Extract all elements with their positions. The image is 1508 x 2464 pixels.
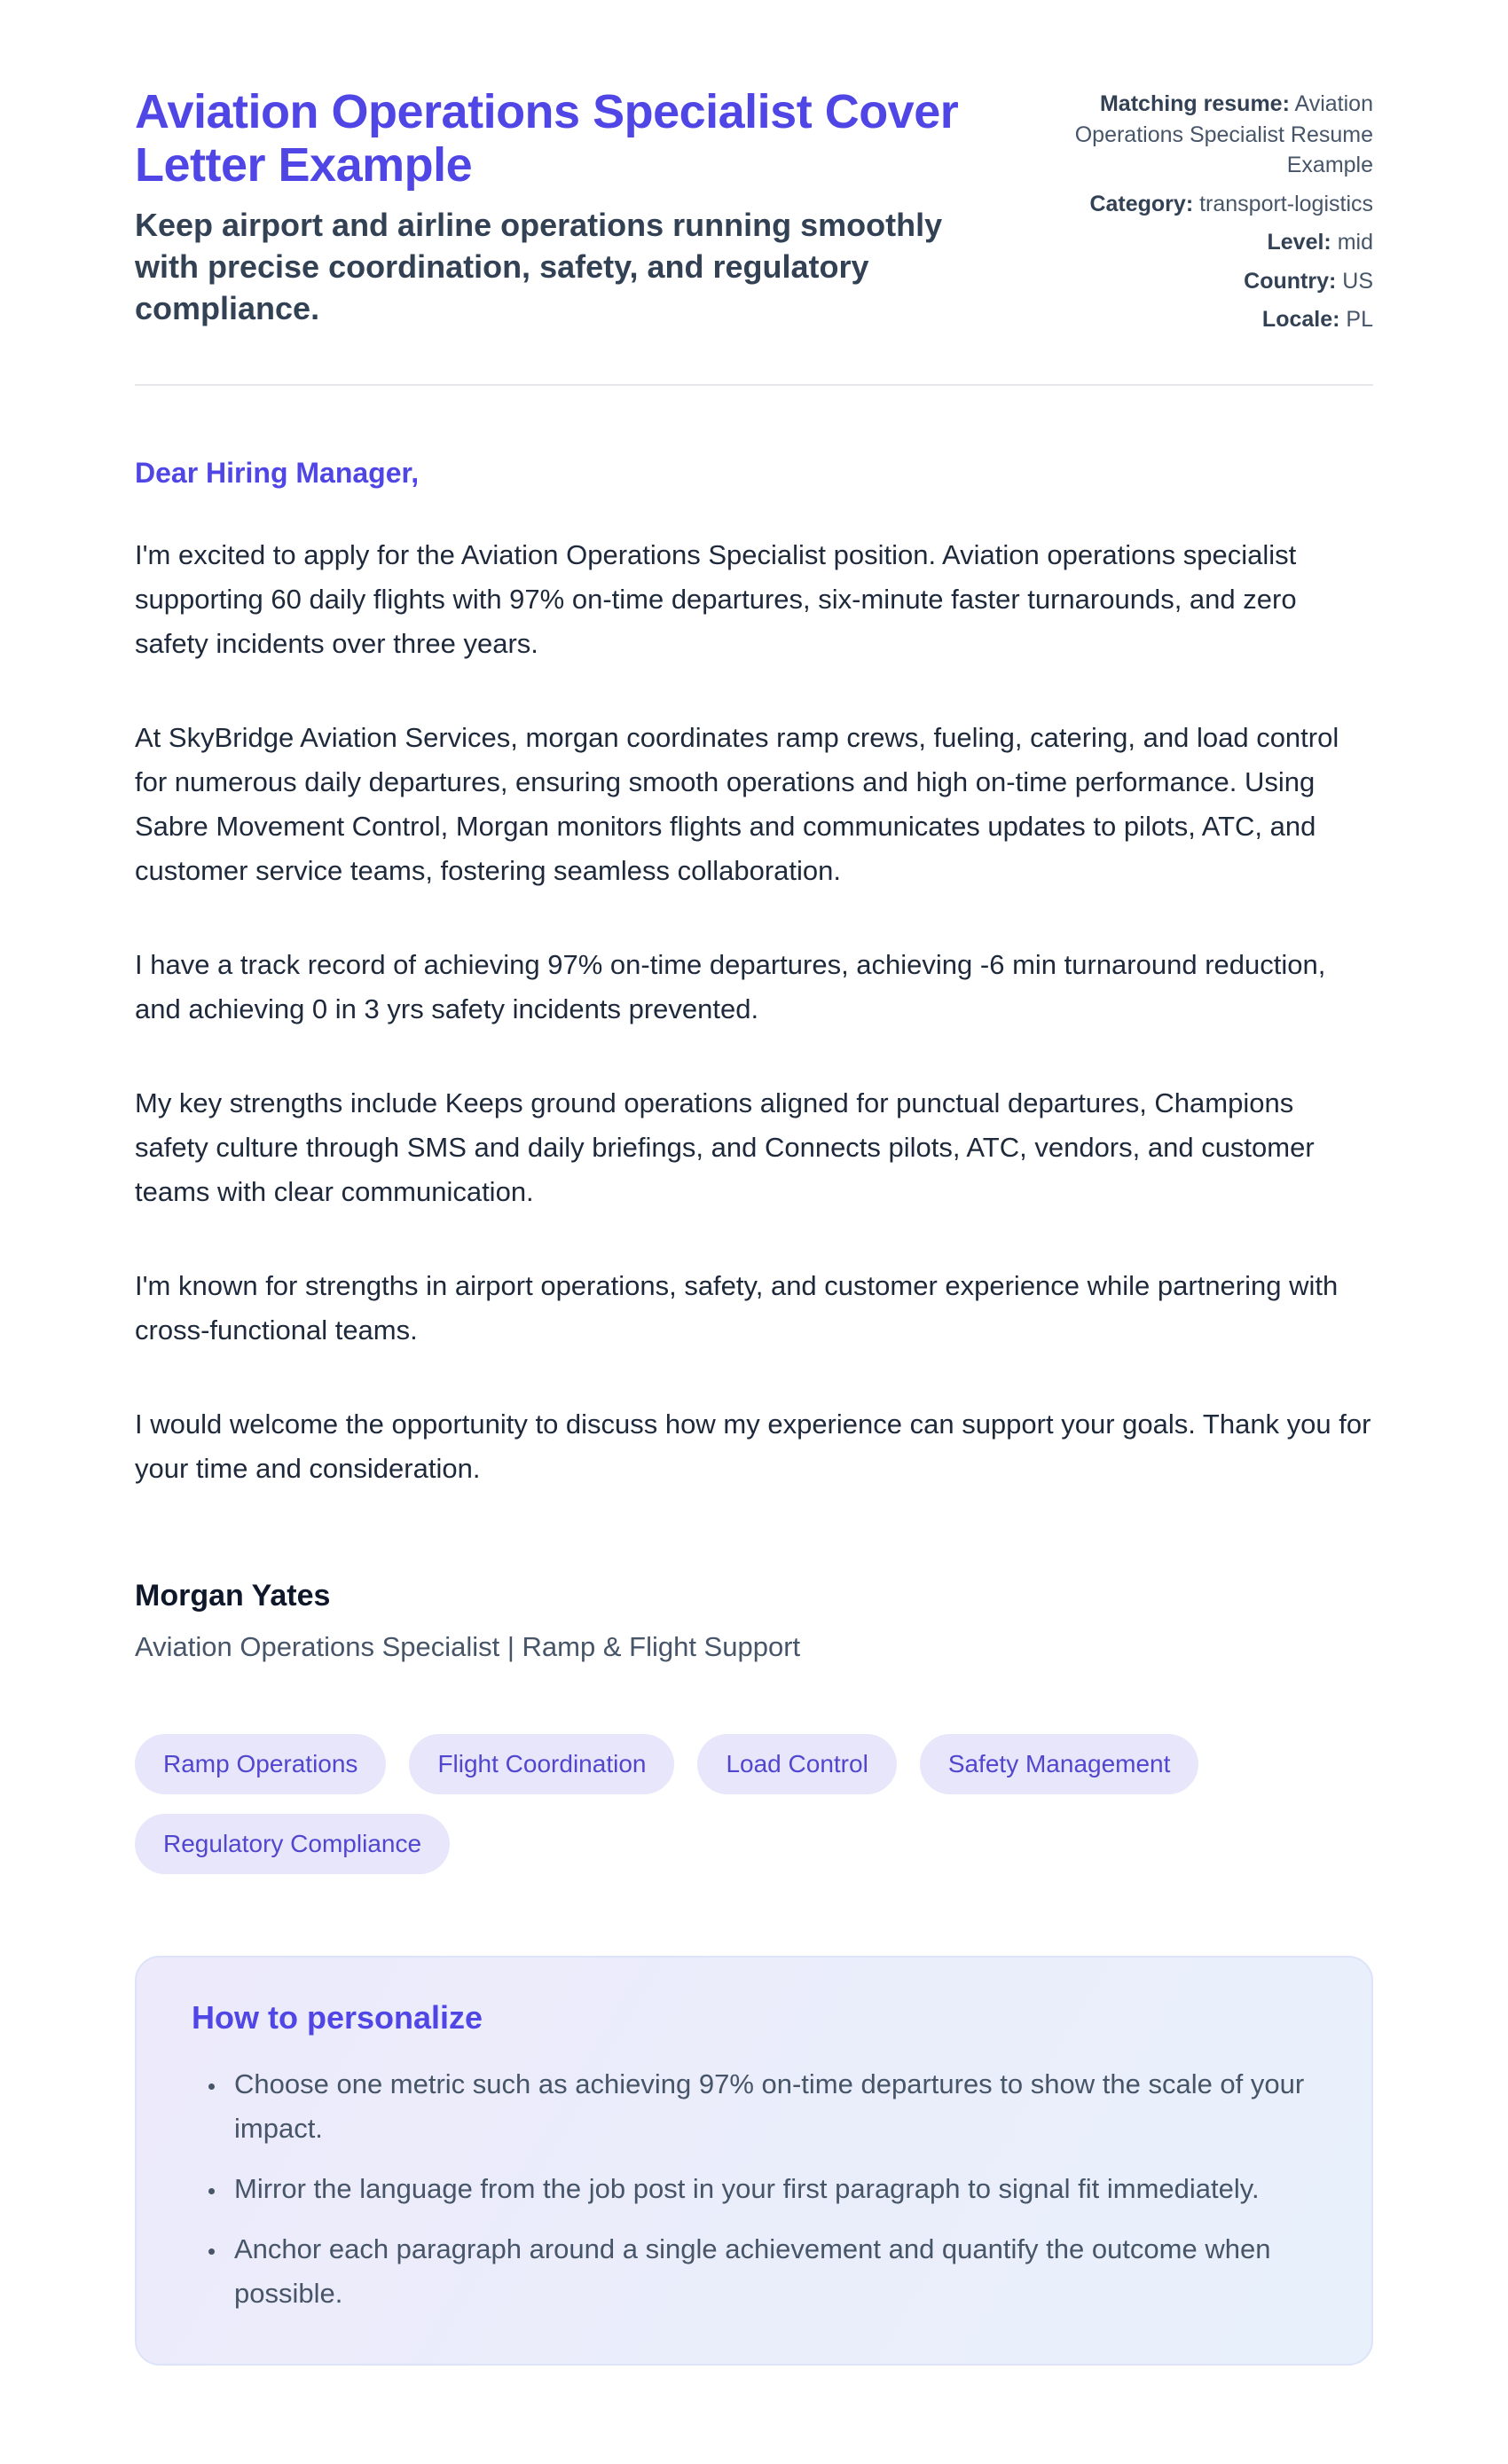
meta-value: transport-logistics [1199, 191, 1373, 216]
skill-tag: Ramp Operations [135, 1734, 386, 1794]
signature-name: Morgan Yates [135, 1578, 331, 1613]
meta-item [1022, 304, 1373, 335]
letter-paragraph: At SkyBridge Aviation Services, morgan coordinates ramp crews, fueling, catering, and load control for numerous daily departures, ensuring smooth operations and high on-time performance. Using Sabre Movement Control, Morgan monitors flights and communicates updates to pilots, ATC, and customer service teams, fostering seamless collaboration. [135, 721, 1339, 886]
personalize-tip: • Anchor each paragraph around a single achievement and quantify the outcome when possible. [227, 2227, 1316, 2316]
cover-letter-body [135, 453, 1373, 1874]
letter-paragraphs [135, 533, 1373, 1491]
meta-value: PL [1346, 307, 1373, 332]
meta-value: Aviation Operations Specialist Resume Example [1074, 91, 1373, 177]
header-divider [135, 384, 1373, 386]
header-title-block [135, 85, 986, 329]
meta-label: Matching resume: [1099, 91, 1290, 116]
meta-label: Country: [1244, 268, 1337, 294]
skill-tag-list [135, 1734, 1373, 1874]
signature-block [135, 1576, 1373, 1668]
personalize-title: How to personalize [192, 1998, 483, 2036]
skill-tag: Flight Coordination [409, 1734, 674, 1794]
resume-meta-list [1022, 85, 1373, 343]
meta-value: US [1342, 268, 1373, 294]
meta-item [1022, 227, 1373, 258]
page-subtitle: Keep airport and airline operations running smoothly with precise coordination, safety, and regulatory compliance. [135, 206, 943, 326]
letter-paragraph: I'm excited to apply for the Aviation Operations Specialist position. Aviation operations specialist supporting 60 daily flights with 97% on-time departures, six-minute faster turnarounds, and zero safety incidents over three years. [135, 538, 1297, 659]
page-title: Aviation Operations Specialist Cover Letter Example [135, 85, 959, 192]
page-header [135, 85, 1373, 343]
letter-paragraph: I would welcome the opportunity to discuss how my experience can support your goals. Thank you for your time and consideration. [135, 1408, 1371, 1484]
meta-value: mid [1337, 230, 1373, 255]
personalize-tip: • Choose one metric such as achieving 97% on-time departures to show the scale of your impact. [227, 2062, 1316, 2151]
meta-label: Level: [1267, 230, 1331, 255]
bottom-spacer [135, 2366, 1373, 2454]
skill-tag: Safety Management [920, 1734, 1199, 1794]
meta-label: Category: [1089, 191, 1194, 216]
meta-item [1022, 89, 1373, 181]
skill-tag: Load Control [697, 1734, 896, 1794]
signature-role: Aviation Operations Specialist | Ramp & Flight Support [135, 1630, 801, 1662]
meta-item [1022, 266, 1373, 297]
salutation: Dear Hiring Manager, [135, 456, 420, 489]
letter-paragraph: I'm known for strengths in airport operations, safety, and customer experience while partnering with cross-functional teams. [135, 1269, 1339, 1346]
personalize-tip: • Mirror the language from the job post in your first paragraph to signal fit immediately. [227, 2167, 1316, 2211]
meta-label: Locale: [1261, 307, 1340, 332]
skill-tag: Regulatory Compliance [135, 1814, 450, 1874]
personalize-tip-list [192, 2062, 1316, 2316]
meta-item [1022, 189, 1373, 220]
letter-paragraph: I have a track record of achieving 97% on-time departures, achieving -6 min turnaround reduction, and achieving 0 in 3 yrs safety incidents prevented. [135, 948, 1326, 1024]
letter-paragraph: My key strengths include Keeps ground operations aligned for punctual departures, Champions safety culture through SMS and daily briefings, and Connects pilots, ATC, vendors, and customer teams with clear communication. [135, 1087, 1315, 1207]
personalize-tips-box [135, 1956, 1373, 2366]
